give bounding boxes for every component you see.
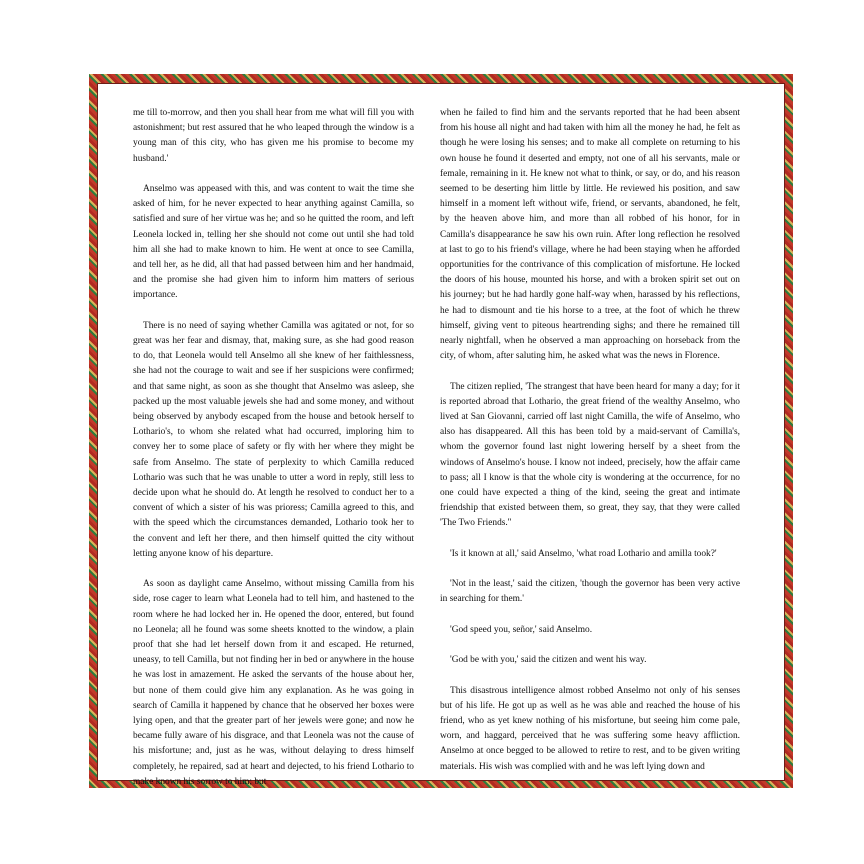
- paragraph: 'God speed you, señor,' said Anselmo.: [450, 624, 593, 635]
- paragraph: me till to-morrow, and then you shall hear from me what will fill you with astonishment; but rest assured that he who leaped through the window is a young man of this city, who has given me his promise to become my husband.': [133, 108, 414, 164]
- paragraph: The citizen replied, 'The strangest that have been heard for many a day; for it is reported abroad that Lothario, the great friend of the wealthy Anselmo, who lived at San Giovanni, carried off last night Camilla, the wife of Anselmo, who also has disappeared. All this has been told by a maid-servant of Camilla's, whom the governor found last night lowering herself by a sheet from the windows of Anselmo's house. I know not indeed, precisely, how the affair came to pass; all I know is that the whole city is wondering at the occurrence, for no one could have expected a thing of the kind, seeing the great and intimate friendship that existed between them, so great, they say, that they were called 'The Two Friends.'': [440, 381, 740, 529]
- paragraph: Anselmo was appeased with this, and was content to wait the time she asked of him, for he never expected to hear anything against Camilla, so satisfied and sure of her virtue was he; and so he quitted the room, and left Leonela locked in, telling her she should not come out until she had told him all she had to make known to him. He went at once to see Camilla, and tell her, as he did, all that had passed between him and her handmaid, and the promise she had given him to inform him matters of serious importance.: [133, 184, 414, 301]
- paragraph: 'Is it known at all,' said Anselmo, 'what road Lothario and amilla took?': [450, 548, 717, 559]
- paragraph: This disastrous intelligence almost robbed Anselmo not only of his senses but of his life. He got up as well as he was able and reached the house of his friend, who as yet knew nothing of his misfortune, but seeing him come pale, worn, and haggard, perceived that he was suffering some heavy affliction. Anselmo at once begged to be allowed to retire to rest, and to be given writing materials. His wish was complied with and he was left lying down and: [440, 685, 740, 772]
- left-column: [133, 106, 414, 805]
- paragraph: As soon as daylight came Anselmo, without missing Camilla from his side, rose cager to learn what Leonela had to tell him, and hastened to the room where he had locked her in. He opened the door, entered, but found no Leonela; all he found was some sheets knotted to the window, a plain proof that she had let herself down from it and escaped. He returned, uneasy, to tell Camilla, but not finding her in bed or anywhere in the house he was lost in amazement. He asked the servants of the house about her, but none of them could give him any explanation. As he was going in search of Camilla it happened by chance that he observed her boxes were lying open, and that the greater part of her jewels were gone; and now he became fully aware of his disgrace, and that Leonela was not the cause of his misfortune; and, just as he was, without delaying to dress himself completely, he repaired, sad at heart and dejected, to his friend Lothario to make known his sorrow to him; but: [133, 579, 414, 787]
- paragraph: There is no need of saying whether Camilla was agitated or not, for so great was her fear and dismay, that, making sure, as she had good reason to do, that Leonela would tell Anselmo all she knew of her faithlessness, she had not the courage to wait and see if her suspicions were confirmed; and that same night, as soon as she thought that Anselmo was asleep, she packed up the most valuable jewels she had and some money, and without being observed by anybody escaped from the house and betook herself to Lothario's, to whom she related what had occurred, imploring him to convey her to some place of safety or fly with her where they might be safe from Anselmo. The state of perplexity to which Camilla reduced Lothario was such that he was unable to utter a word in reply, still less to decide upon what he should do. At length he resolved to conduct her to a convent of which a sister of his was prioress; Camilla agreed to this, and with the speed which the circumstances demanded, Lothario took her to the convent and left her there, and then himself quitted the city without letting anyone know of his departure.: [133, 320, 414, 559]
- paragraph: 'Not in the least,' said the citizen, 'though the governor has been very active in searching for them.': [440, 579, 740, 605]
- right-column: [440, 106, 740, 790]
- paragraph: 'God be with you,' said the citizen and went his way.: [450, 655, 647, 666]
- paragraph: when he failed to find him and the servants reported that he had been absent from his house all night and had taken with him all the money he had, he felt as though he were losing his senses; and to make all complete on returning to his own house he found it deserted and empty, not one of all his servants, male or female, remaining in it. He knew not what to think, or say, or do, and his reason seemed to be deserting him little by little. He reviewed his position, and saw himself in a moment left without wife, friend, or servants, abandoned, he felt, by the heaven above him, and more than all robbed of his honor, for in Camilla's disappearance he saw his own ruin. After long reflection he resolved at last to go to his friend's village, where he had been staying when he afforded opportunities for the contrivance of this complication of misfortune. He locked the doors of his house, mounted his horse, and with a broken spirit set out on his journey; but he had hardly gone half-way when, harassed by his reflections, he had to dismount and tie his horse to a tree, at the foot of which he threw himself, giving vent to piteous heartrending sighs; and there he remained till nearly nightfall, when he observed a man approaching on horseback from the city, of whom, after saluting him, he asked what was the news in Florence.: [440, 108, 740, 362]
